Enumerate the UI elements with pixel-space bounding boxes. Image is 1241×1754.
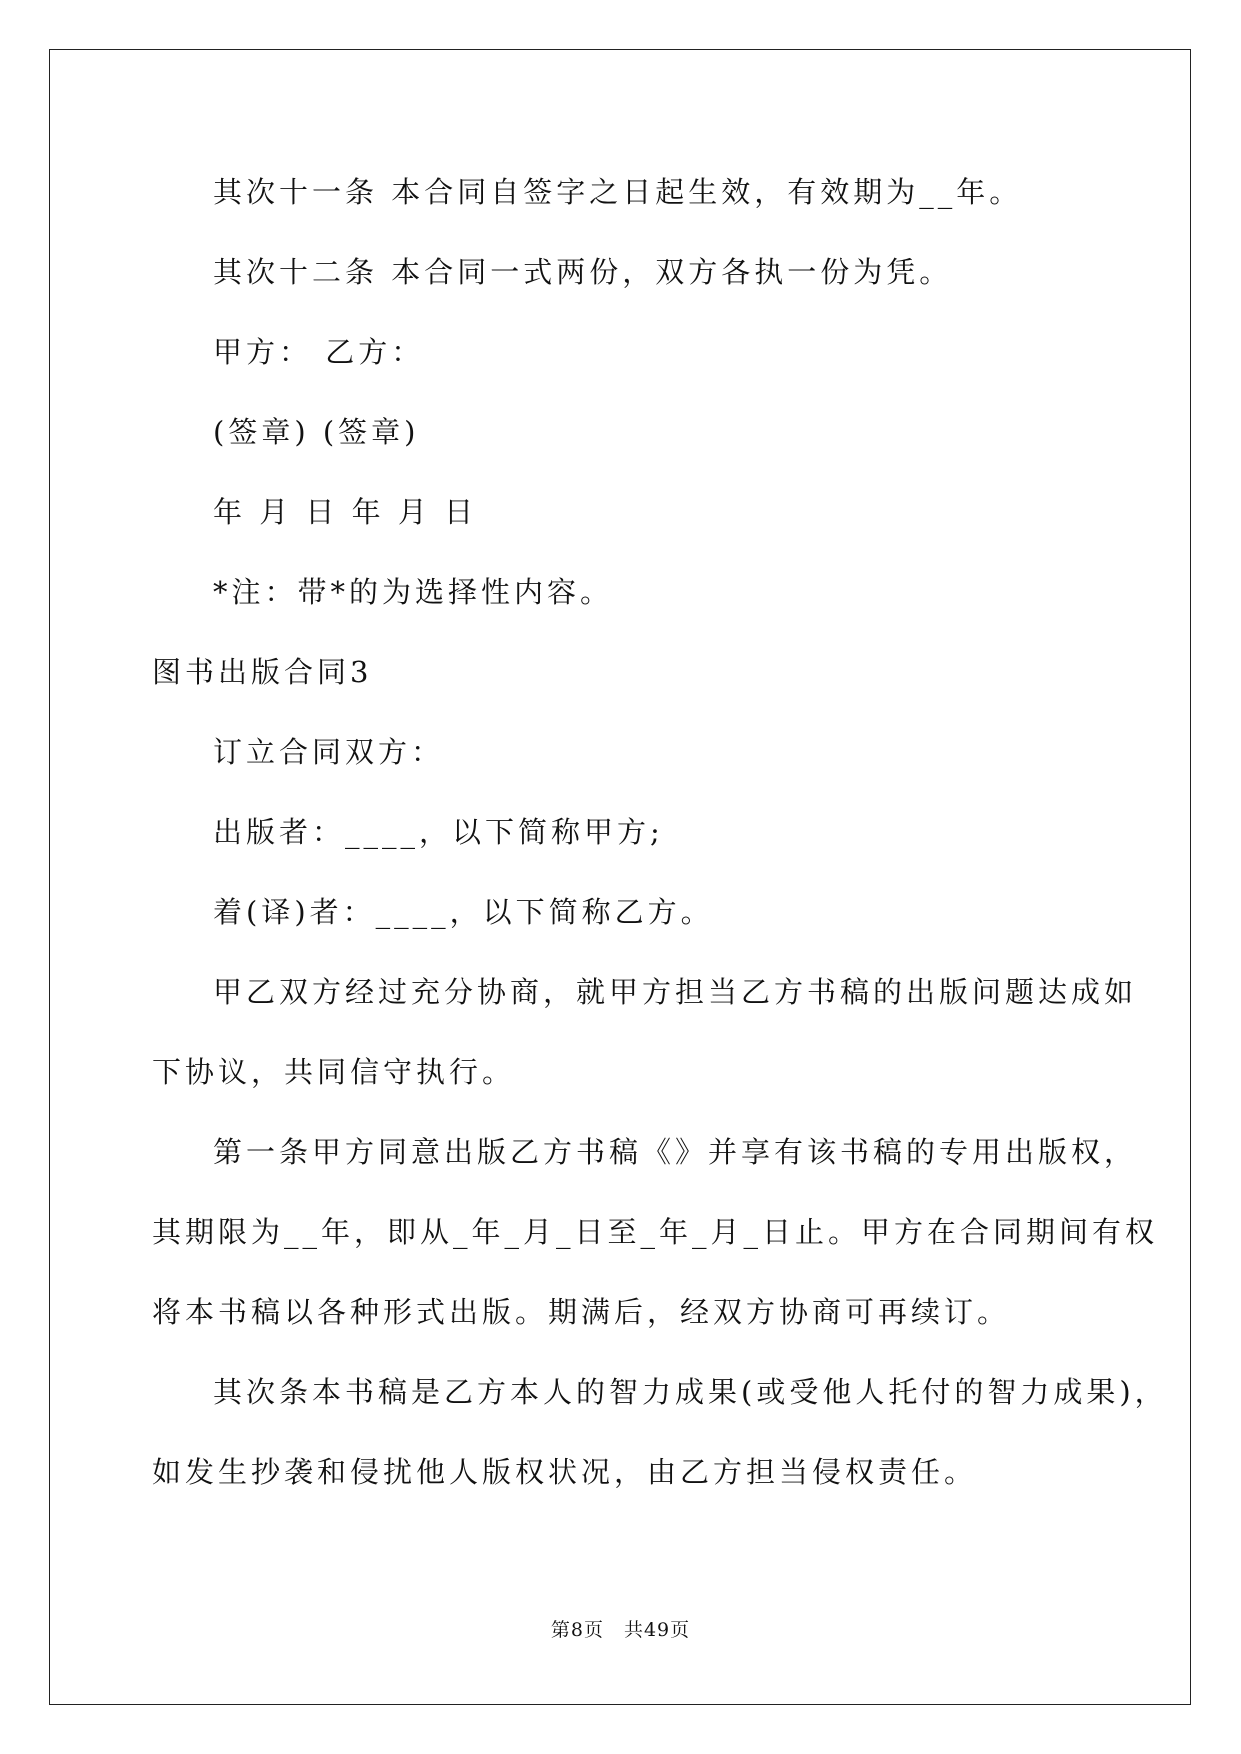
section-heading: 图书出版合同3: [152, 655, 373, 689]
author-line: 着(译)者：____，以下简称乙方。: [213, 895, 714, 929]
article-2-line-1: 其次条本书稿是乙方本人的智力成果(或受他人托付的智力成果)，: [213, 1375, 1168, 1409]
party-labels-line: 甲方： 乙方：: [213, 335, 425, 369]
parties-intro-line: 订立合同双方：: [213, 735, 445, 769]
article-1-line-2: 其期限为__年，即从_年_月_日至_年_月_日止。甲方在合同期间有权: [152, 1215, 1159, 1249]
article-1-line-1: 第一条甲方同意出版乙方书稿《》并享有该书稿的专用出版权，: [213, 1135, 1138, 1169]
article-11-line: 其次十一条 本合同自签字之日起生效，有效期为__年。: [213, 175, 1023, 209]
note-line: *注：带*的为选择性内容。: [213, 575, 614, 609]
article-1-line-3: 将本书稿以各种形式出版。期满后，经双方协商可再续订。: [152, 1295, 1011, 1329]
page-number-footer: 第8页 共49页: [550, 1619, 691, 1641]
article-2-line-2: 如发生抄袭和侵扰他人版权状况，由乙方担当侵权责任。: [152, 1455, 978, 1489]
agreement-paragraph-line-2: 下协议，共同信守执行。: [152, 1055, 516, 1089]
date-line: 年 月 日 年 月 日: [213, 495, 478, 529]
article-12-line: 其次十二条 本合同一式两份，双方各执一份为凭。: [213, 255, 953, 289]
agreement-paragraph-line-1: 甲乙双方经过充分协商，就甲方担当乙方书稿的出版问题达成如: [213, 975, 1138, 1009]
publisher-line: 出版者：____，以下简称甲方;: [213, 815, 664, 849]
signature-line: (签章) (签章): [213, 415, 420, 449]
